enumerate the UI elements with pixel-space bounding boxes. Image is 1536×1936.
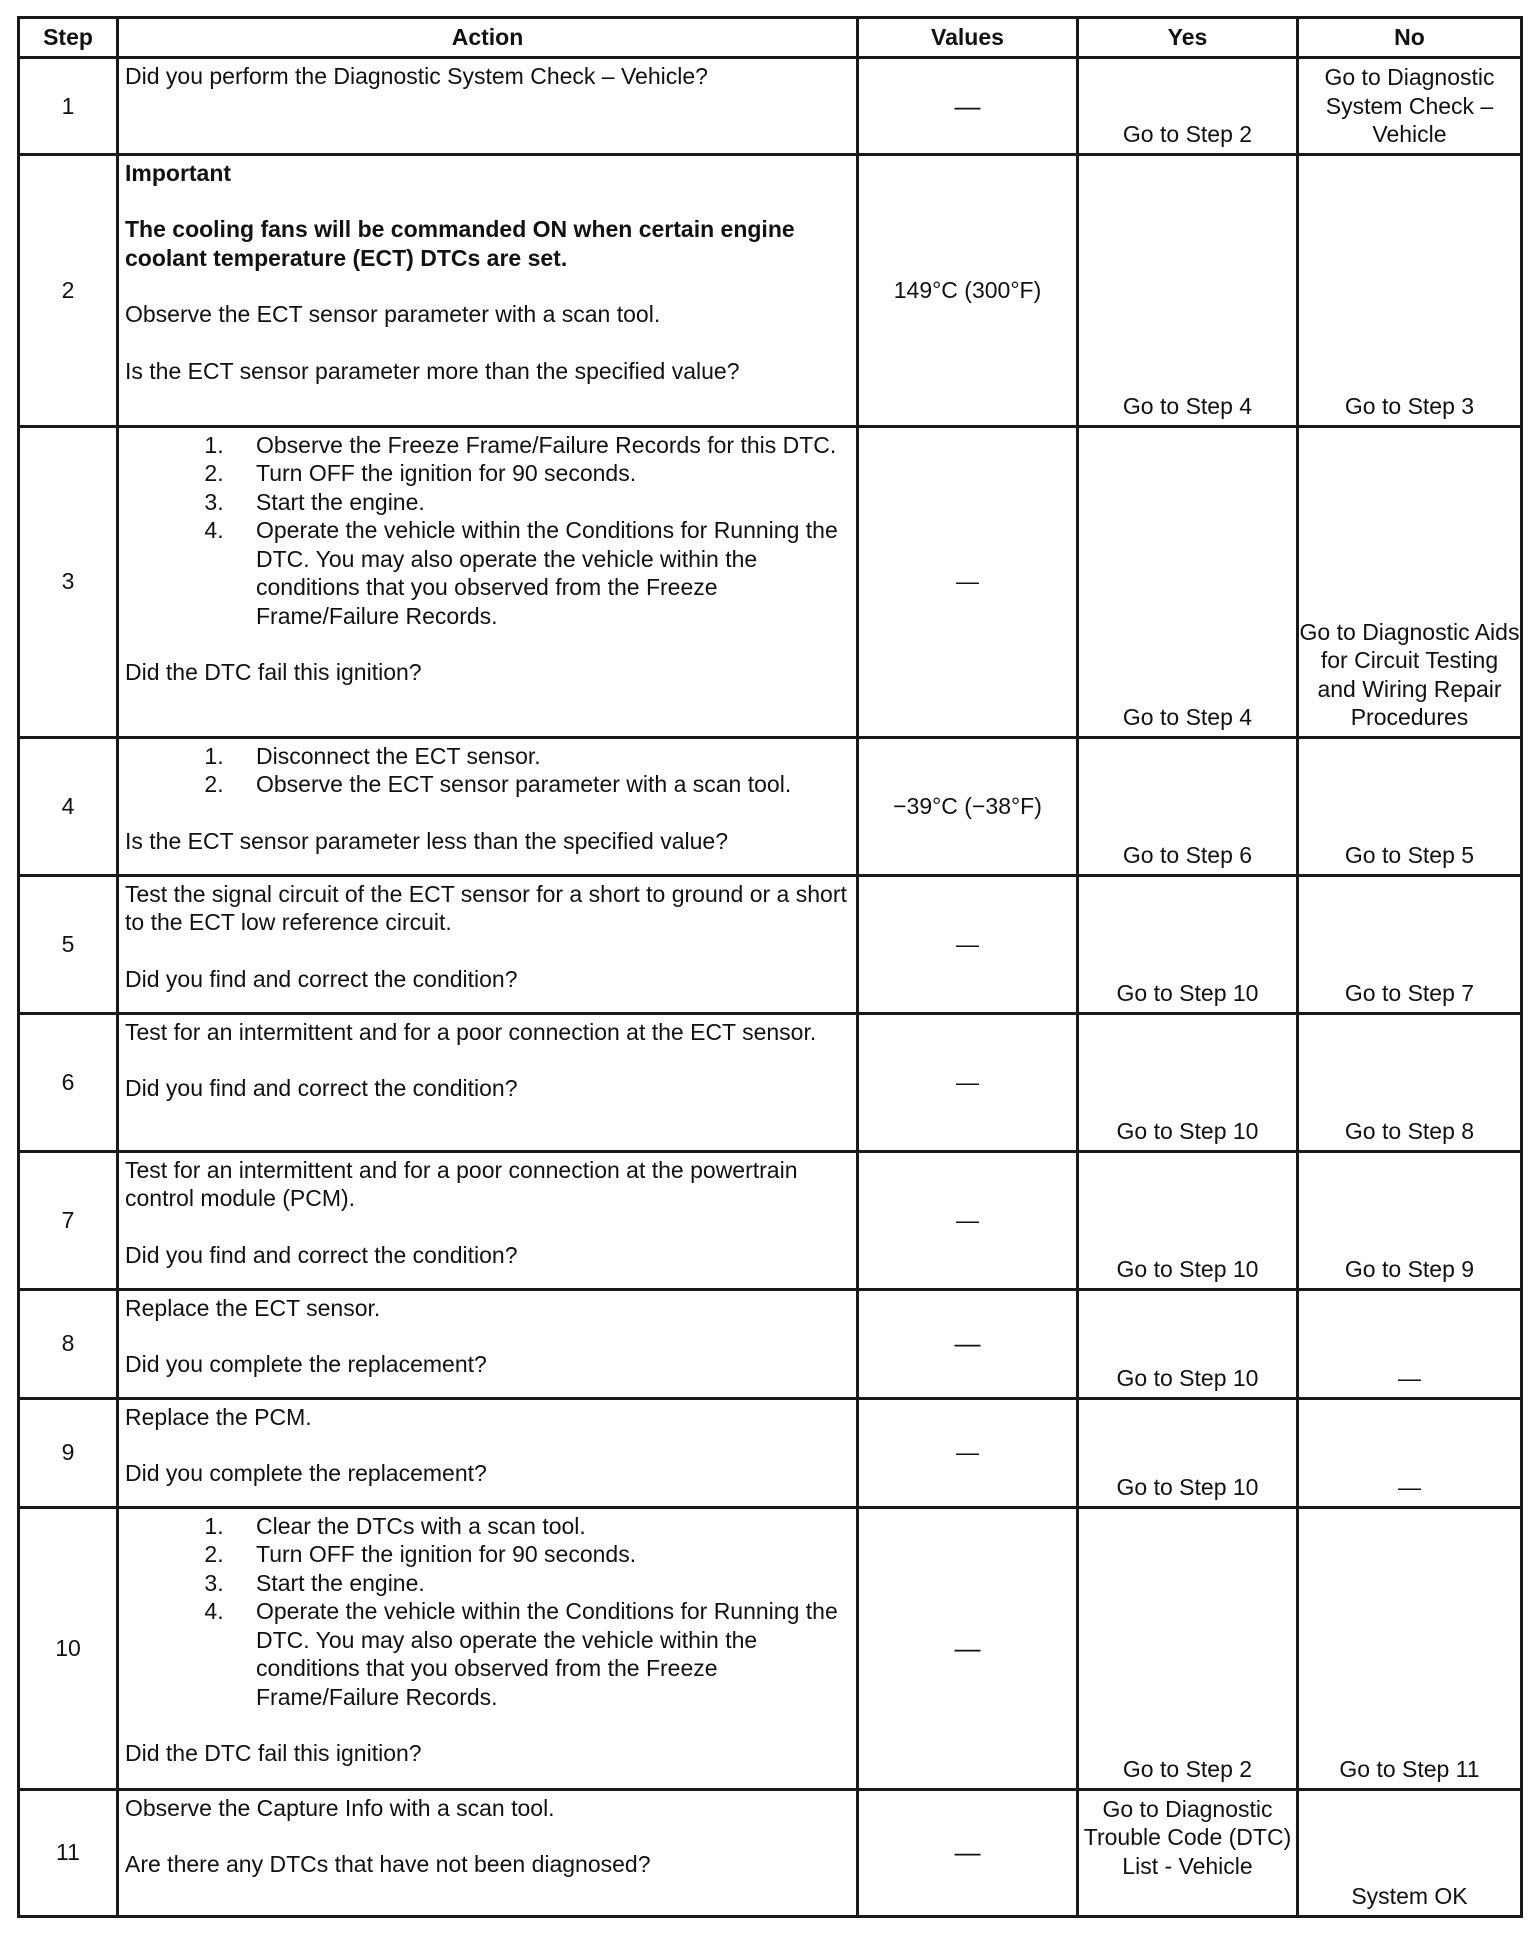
- no-cell[interactable]: Go to Diagnostic Aids for Circuit Testing and Wiring Repair Procedures: [1298, 426, 1522, 737]
- step-number: 8: [19, 1289, 118, 1398]
- action-text: Observe the ECT sensor parameter with a scan tool.: [125, 301, 661, 327]
- no-cell: System OK: [1298, 1789, 1522, 1916]
- header-yes: Yes: [1078, 18, 1298, 58]
- step-number: 1: [19, 58, 118, 155]
- table-row: [19, 1789, 1522, 1916]
- no-cell[interactable]: Go to Diagnostic System Check – Vehicle: [1298, 58, 1522, 155]
- action-question: Did you complete the replacement?: [125, 1460, 487, 1486]
- step-number: 7: [19, 1151, 118, 1289]
- list-item: 1. Observe the Freeze Frame/Failure Records for this DTC.: [230, 431, 852, 460]
- yes-cell[interactable]: Go to Step 10: [1078, 1151, 1298, 1289]
- action-question: Is the ECT sensor parameter more than the specified value?: [125, 357, 740, 384]
- yes-cell[interactable]: Go to Diagnostic Trouble Code (DTC) List - Vehicle: [1078, 1789, 1298, 1916]
- table-row: [19, 1013, 1522, 1151]
- action-steps-list: [125, 742, 852, 799]
- values-cell: —: [858, 1013, 1078, 1151]
- header-values: Values: [858, 18, 1078, 58]
- action-question: Are there any DTCs that have not been diagnosed?: [125, 1851, 651, 1877]
- diagnostic-table: [17, 16, 1523, 1918]
- no-cell: —: [1298, 1289, 1522, 1398]
- yes-cell[interactable]: Go to Step 10: [1078, 875, 1298, 1013]
- table-row: [19, 1398, 1522, 1507]
- values-cell: —: [858, 1789, 1078, 1916]
- step-number: 10: [19, 1507, 118, 1789]
- action-cell: [118, 154, 858, 426]
- important-label: Important: [125, 159, 232, 186]
- action-text: Replace the PCM.: [125, 1403, 312, 1430]
- header-action: Action: [118, 18, 858, 58]
- list-item: 1. Disconnect the ECT sensor.: [230, 742, 852, 771]
- table-row: [19, 426, 1522, 737]
- important-text: The cooling fans will be commanded ON when certain engine coolant temperature (ECT) DTCs are set.: [125, 216, 795, 271]
- action-steps-list: [125, 1512, 852, 1712]
- step-number: 3: [19, 426, 118, 737]
- action-cell: [118, 875, 858, 1013]
- action-question: Did the DTC fail this ignition?: [125, 1740, 422, 1766]
- action-cell: [118, 737, 858, 875]
- values-cell: 149°C (300°F): [858, 154, 1078, 426]
- list-item: 3. Start the engine.: [230, 488, 852, 517]
- list-item: 2. Turn OFF the ignition for 90 seconds.: [230, 1540, 852, 1569]
- action-cell: [118, 1151, 858, 1289]
- action-cell: [118, 426, 858, 737]
- yes-cell[interactable]: Go to Step 10: [1078, 1289, 1298, 1398]
- no-cell[interactable]: Go to Step 7: [1298, 875, 1522, 1013]
- no-cell[interactable]: Go to Step 8: [1298, 1013, 1522, 1151]
- yes-cell[interactable]: Go to Step 2: [1078, 58, 1298, 155]
- action-cell: [118, 1507, 858, 1789]
- step-number: 9: [19, 1398, 118, 1507]
- yes-cell[interactable]: Go to Step 10: [1078, 1398, 1298, 1507]
- yes-cell[interactable]: Go to Step 2: [1078, 1507, 1298, 1789]
- list-item: 3. Start the engine.: [230, 1569, 852, 1598]
- table-row: [19, 737, 1522, 875]
- action-text: Test for an intermittent and for a poor connection at the ECT sensor.: [125, 1018, 817, 1045]
- action-question: Is the ECT sensor parameter less than the specified value?: [125, 827, 729, 854]
- list-item: 2. Observe the ECT sensor parameter with a scan tool.: [230, 770, 852, 799]
- no-cell[interactable]: Go to Step 9: [1298, 1151, 1522, 1289]
- action-text: Observe the Capture Info with a scan tool.: [125, 1794, 555, 1821]
- action-cell: [118, 1289, 858, 1398]
- values-cell: —: [858, 426, 1078, 737]
- step-number: 11: [19, 1789, 118, 1916]
- action-cell: [118, 1398, 858, 1507]
- action-cell: [118, 58, 858, 155]
- action-question: Did you find and correct the condition?: [125, 1075, 518, 1101]
- yes-cell[interactable]: Go to Step 10: [1078, 1013, 1298, 1151]
- no-cell[interactable]: Go to Step 3: [1298, 154, 1522, 426]
- action-question: Did you find and correct the condition?: [125, 1241, 518, 1268]
- values-cell: —: [858, 58, 1078, 155]
- header-row: [19, 18, 1522, 58]
- action-text: Test for an intermittent and for a poor connection at the powertrain control module (PCM).: [125, 1156, 798, 1211]
- step-number: 4: [19, 737, 118, 875]
- list-item: 4. Operate the vehicle within the Conditions for Running the DTC. You may also operate the vehicle within the conditions that you observed from the Freeze Frame/Failure Records.: [230, 1597, 852, 1711]
- values-cell: —: [858, 1151, 1078, 1289]
- diagnostic-table-container: [17, 16, 1520, 1918]
- table-row: [19, 1151, 1522, 1289]
- table-row: [19, 154, 1522, 426]
- header-no: No: [1298, 18, 1522, 58]
- no-cell: —: [1298, 1398, 1522, 1507]
- values-cell: —: [858, 875, 1078, 1013]
- action-question: Did you complete the replacement?: [125, 1351, 487, 1377]
- list-item: 2. Turn OFF the ignition for 90 seconds.: [230, 459, 852, 488]
- action-cell: [118, 1789, 858, 1916]
- step-number: 6: [19, 1013, 118, 1151]
- table-row: [19, 1289, 1522, 1398]
- values-cell: —: [858, 1398, 1078, 1507]
- values-cell: —: [858, 1507, 1078, 1789]
- table-row: [19, 58, 1522, 155]
- action-cell: [118, 1013, 858, 1151]
- action-question: Did you find and correct the condition?: [125, 965, 518, 992]
- action-question: Did you perform the Diagnostic System Check – Vehicle?: [125, 63, 708, 89]
- action-steps-list: [125, 431, 852, 631]
- yes-cell[interactable]: Go to Step 4: [1078, 426, 1298, 737]
- header-step: Step: [19, 18, 118, 58]
- action-question: Did the DTC fail this ignition?: [125, 659, 422, 685]
- step-number: 2: [19, 154, 118, 426]
- list-item: 4. Operate the vehicle within the Conditions for Running the DTC. You may also operate the vehicle within the conditions that you observed from the Freeze Frame/Failure Records.: [230, 516, 852, 630]
- no-cell[interactable]: Go to Step 11: [1298, 1507, 1522, 1789]
- action-text: Replace the ECT sensor.: [125, 1294, 381, 1321]
- table-row: [19, 1507, 1522, 1789]
- table-row: [19, 875, 1522, 1013]
- no-cell[interactable]: Go to Step 5: [1298, 737, 1522, 875]
- yes-cell[interactable]: Go to Step 4: [1078, 154, 1298, 426]
- values-cell: —: [858, 1289, 1078, 1398]
- action-text: Test the signal circuit of the ECT sensor for a short to ground or a short to the ECT low reference circuit.: [125, 880, 847, 935]
- list-item: 1. Clear the DTCs with a scan tool.: [230, 1512, 852, 1541]
- step-number: 5: [19, 875, 118, 1013]
- values-cell: −39°C (−38°F): [858, 737, 1078, 875]
- yes-cell[interactable]: Go to Step 6: [1078, 737, 1298, 875]
